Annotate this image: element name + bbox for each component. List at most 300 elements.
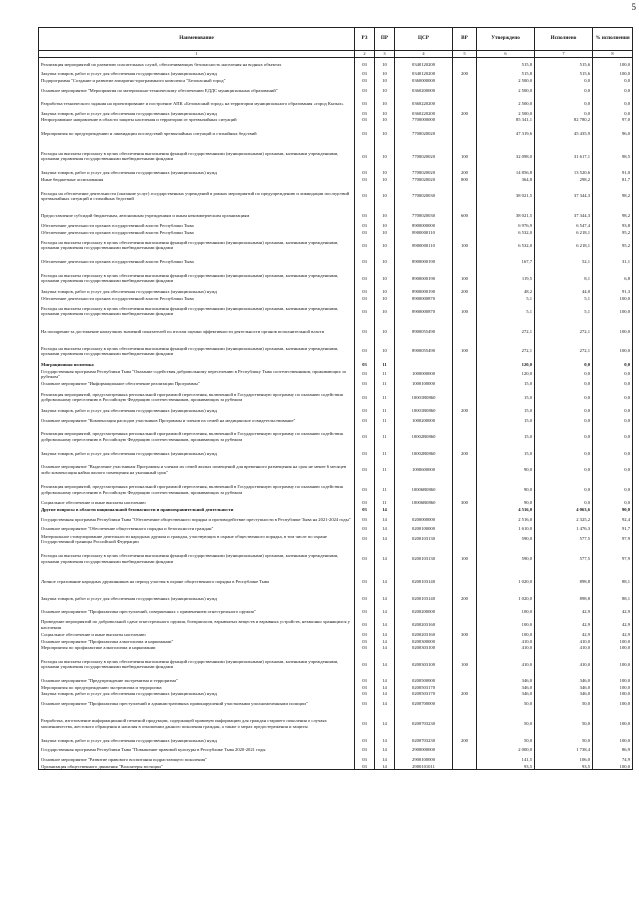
cell-pr: 10 (375, 110, 395, 117)
cell-approved: 32 098,0 (477, 143, 535, 169)
cell-csr: 0200203160 (395, 618, 453, 631)
cell-name: Основное мероприятие "Профилактика преступлений и административных правонарушений участковыми уполномоченными полиции" (39, 697, 355, 710)
cell-csr: 0360000000 (395, 77, 453, 84)
cell-approved: 410,0 (477, 638, 535, 645)
table-row (39, 143, 633, 169)
cell-executed: 346,0 (535, 684, 593, 691)
table-row (39, 302, 633, 322)
cell-executed: 0,0 (535, 480, 593, 500)
cell-rz: 03 (355, 123, 375, 143)
budget-table-container (38, 27, 632, 770)
cell-percent: 100,0 (593, 341, 633, 361)
cell-csr (395, 506, 453, 513)
cell-pr: 11 (375, 361, 395, 368)
cell-vr (453, 526, 477, 533)
cell-pr: 11 (375, 407, 395, 414)
cell-pr: 14 (375, 506, 395, 513)
table-body (39, 58, 633, 770)
cell-csr: 8900055490 (395, 341, 453, 361)
cell-percent: 6,8 (593, 269, 633, 289)
cell-pr: 10 (375, 222, 395, 229)
cell-percent: 100,0 (593, 58, 633, 71)
cell-executed: 13 520,6 (535, 170, 593, 177)
table-row (39, 368, 633, 381)
cell-pr: 10 (375, 209, 395, 222)
cell-approved: 515,8 (477, 58, 535, 71)
cell-name: Расходы на выплаты персоналу в целях обеспечения выполнения функций государственными (муниципальными) органами, казенными учреждениями, органами управления государственными внебюджетными фондами (39, 143, 355, 169)
cell-rz: 03 (355, 170, 375, 177)
cell-pr: 11 (375, 414, 395, 427)
cell-percent: 42,9 (593, 618, 633, 631)
cell-name: Закупка товаров, работ и услуг для обеспечения государственных (муниципальных) нужд (39, 71, 355, 78)
cell-rz: 03 (355, 381, 375, 388)
cell-executed: 272,1 (535, 341, 593, 361)
cell-csr: 0200103140 (395, 592, 453, 605)
cell-percent: 86,9 (593, 744, 633, 757)
cell-percent: 74,9 (593, 757, 633, 764)
cell-csr: 8900000110 (395, 236, 453, 256)
cell-name: Закупка товаров, работ и услуг для обеспечения государственных (муниципальных) нужд (39, 170, 355, 177)
cell-csr: 1000200000 (395, 414, 453, 427)
cell-csr: 8900000870 (395, 295, 453, 302)
cell-vr (453, 381, 477, 388)
cell-pr: 14 (375, 744, 395, 757)
table-row (39, 381, 633, 388)
cell-vr: 100 (453, 546, 477, 572)
cell-pr: 14 (375, 678, 395, 685)
cell-approved: 48,2 (477, 288, 535, 295)
cell-percent: 0,0 (593, 77, 633, 84)
table-header-row (39, 28, 633, 51)
cell-vr: 600 (453, 209, 477, 222)
cell-name: Расходы на выплаты персоналу в целях обеспечения выполнения функций государственными (муниципальными) органами, казенными учреждениями, органами управления государственными внебюджетными фондами (39, 546, 355, 572)
cell-executed: 1 476,3 (535, 526, 593, 533)
cell-percent: 100,0 (593, 71, 633, 78)
table-row (39, 84, 633, 97)
cell-vr: 200 (453, 737, 477, 744)
cell-rz: 03 (355, 427, 375, 447)
cell-csr: 0200103130 (395, 532, 453, 545)
cell-rz: 03 (355, 71, 375, 78)
cell-percent: 97,0 (593, 117, 633, 124)
cell-percent: 0,0 (593, 414, 633, 427)
cell-name: Личное страхование народных дружинников на период участия в охране общественного порядка в Республике Тыва (39, 572, 355, 592)
cell-rz: 03 (355, 209, 375, 222)
cell-approved: 364,8 (477, 176, 535, 183)
cell-rz: 03 (355, 229, 375, 236)
cell-csr: 8900000000 (395, 222, 453, 229)
cell-rz: 03 (355, 255, 375, 268)
cell-pr: 10 (375, 77, 395, 84)
cell-name: Предоставление субсидий бюджетным, автономным учреждениям и иным некоммерческим организациям (39, 209, 355, 222)
cell-csr: 0200703230 (395, 737, 453, 744)
table-row (39, 572, 633, 592)
col-number: 6 (477, 51, 535, 58)
cell-name: Расходы на выплаты персоналу в целях обеспечения выполнения функций государственными (муниципальными) органами, казенными учреждениями, органами управления государственными внебюджетными фондами (39, 651, 355, 677)
cell-executed: 42,9 (535, 618, 593, 631)
cell-csr: 7700020020 (395, 176, 453, 183)
cell-name: Организация общественного движения "Волонтеры юстиции" (39, 763, 355, 770)
cell-name: Основное мероприятие "Предупреждение экстремизма и терроризма" (39, 678, 355, 685)
cell-vr (453, 532, 477, 545)
cell-approved: 1 020,0 (477, 592, 535, 605)
cell-executed: 346,0 (535, 678, 593, 685)
page-number: 5 (631, 2, 636, 12)
cell-executed: 410,0 (535, 651, 593, 677)
cell-csr: 0200503170 (395, 684, 453, 691)
cell-percent: 100,0 (593, 651, 633, 677)
cell-approved: 346,0 (477, 678, 535, 685)
cell-vr (453, 618, 477, 631)
table-row (39, 526, 633, 533)
cell-rz: 03 (355, 605, 375, 618)
cell-csr: 0200303100 (395, 651, 453, 677)
cell-pr: 10 (375, 71, 395, 78)
cell-rz: 03 (355, 447, 375, 460)
table-row (39, 460, 633, 480)
cell-name: Проведение мероприятий по добровольной сдаче огнестрельного оружия, боеприпасов, взрывчатых веществ и взрывных устройств, незаконно хранящихся у населения (39, 618, 355, 631)
cell-rz: 03 (355, 97, 375, 110)
cell-pr: 14 (375, 697, 395, 710)
cell-approved: 47 319,6 (477, 123, 535, 143)
cell-csr: 10001R0860 (395, 407, 453, 414)
cell-csr (395, 361, 453, 368)
table-row (39, 763, 633, 770)
cell-percent: 88,1 (593, 572, 633, 592)
cell-vr (453, 117, 477, 124)
cell-approved: 90,0 (477, 499, 535, 506)
cell-rz: 03 (355, 744, 375, 757)
cell-approved: 15,0 (477, 387, 535, 407)
cell-csr: 0200100000 (395, 526, 453, 533)
cell-csr: 2900101011 (395, 763, 453, 770)
col-number: 5 (453, 51, 477, 58)
cell-pr: 10 (375, 84, 395, 97)
cell-pr: 11 (375, 480, 395, 500)
cell-name: Закупка товаров, работ и услуг для обеспечения государственных (муниципальных) нужд (39, 110, 355, 117)
cell-approved: 50,0 (477, 711, 535, 737)
table-row (39, 117, 633, 124)
cell-rz: 03 (355, 77, 375, 84)
cell-percent: 97,9 (593, 546, 633, 572)
cell-executed: 0,0 (535, 447, 593, 460)
cell-executed: 52,1 (535, 255, 593, 268)
cell-executed: 0,0 (535, 407, 593, 414)
cell-name: Мероприятия по профилактике алкоголизма и наркомании (39, 645, 355, 652)
table-row (39, 183, 633, 209)
table-row (39, 546, 633, 572)
cell-pr: 14 (375, 651, 395, 677)
cell-approved: 15,0 (477, 381, 535, 388)
cell-pr: 14 (375, 513, 395, 526)
cell-percent: 100,0 (593, 645, 633, 652)
cell-approved: 38 021,5 (477, 183, 535, 209)
cell-vr (453, 684, 477, 691)
cell-pr: 14 (375, 605, 395, 618)
table-row (39, 631, 633, 638)
cell-approved: 50,0 (477, 737, 535, 744)
col-header-rz: РЗ (355, 28, 375, 51)
cell-executed: 0,0 (535, 110, 593, 117)
cell-approved: 272,1 (477, 341, 535, 361)
cell-vr: 200 (453, 170, 477, 177)
table-row (39, 170, 633, 177)
table-row (39, 645, 633, 652)
cell-executed: 0,0 (535, 427, 593, 447)
cell-executed: 44,0 (535, 288, 593, 295)
cell-percent: 91,3 (593, 288, 633, 295)
table-row (39, 288, 633, 295)
cell-rz: 03 (355, 763, 375, 770)
cell-name: Закупка товаров, работ и услуг для обеспечения государственных (муниципальных) нужд (39, 407, 355, 414)
col-header-executed: Исполнено (535, 28, 593, 51)
cell-percent: 0,0 (593, 381, 633, 388)
cell-name: Закупка товаров, работ и услуг для обеспечения государственных (муниципальных) нужд (39, 592, 355, 605)
cell-percent: 95,2 (593, 229, 633, 236)
cell-executed: 515,6 (535, 71, 593, 78)
table-row (39, 97, 633, 110)
cell-percent: 42,9 (593, 605, 633, 618)
cell-rz: 03 (355, 506, 375, 513)
col-header-pr: ПР (375, 28, 395, 51)
cell-percent: 91,0 (593, 170, 633, 177)
cell-csr: 0360200000 (395, 84, 453, 97)
cell-approved: 1 610,0 (477, 526, 535, 533)
cell-vr (453, 368, 477, 381)
cell-vr: 100 (453, 341, 477, 361)
table-row (39, 222, 633, 229)
cell-name: Материальное стимулирование деятельности народных дружин и граждан, участвующих в охране общественного порядка, в том числе по охране Государственной границы Российской Федерации (39, 532, 355, 545)
cell-vr: 200 (453, 110, 477, 117)
cell-executed: 298,2 (535, 176, 593, 183)
cell-executed: 37 344,3 (535, 209, 593, 222)
cell-csr: 0200300000 (395, 638, 453, 645)
cell-percent: 90,0 (593, 506, 633, 513)
cell-vr: 100 (453, 651, 477, 677)
cell-rz: 03 (355, 645, 375, 652)
cell-rz: 03 (355, 618, 375, 631)
table-row (39, 71, 633, 78)
cell-name: Государственная программа Республики Тыва "Оказание содействия добровольному переселению в Республику Тыва соотечественников, проживающих за рубежом" (39, 368, 355, 381)
cell-csr: 7700020020 (395, 170, 453, 177)
cell-executed: 4 063,6 (535, 506, 593, 513)
cell-approved: 119,5 (477, 269, 535, 289)
table-row (39, 361, 633, 368)
cell-csr: 2900100000 (395, 757, 453, 764)
cell-approved: 50,0 (477, 697, 535, 710)
table-row (39, 123, 633, 143)
cell-percent: 0,0 (593, 499, 633, 506)
cell-pr: 14 (375, 618, 395, 631)
cell-percent: 98,2 (593, 183, 633, 209)
cell-name: Основное мероприятие "Мероприятия по материально-техническому обеспечению ЕДДС муниципальных образований" (39, 84, 355, 97)
cell-approved: 141,5 (477, 757, 535, 764)
cell-pr: 10 (375, 176, 395, 183)
table-row (39, 592, 633, 605)
cell-rz: 03 (355, 368, 375, 381)
cell-csr: 1000000000 (395, 368, 453, 381)
cell-vr (453, 572, 477, 592)
table-row (39, 77, 633, 84)
cell-approved: 2 516,0 (477, 513, 535, 526)
cell-name: Социальное обеспечение и иные выплаты населению (39, 631, 355, 638)
cell-name: Закупка товаров, работ и услуг для обеспечения государственных (муниципальных) нужд (39, 447, 355, 460)
cell-csr: 8900000190 (395, 255, 453, 268)
table-row (39, 447, 633, 460)
cell-name: Подпрограмма "Создание и развитие аппаратно-программного комплекса "Безопасный город" (39, 77, 355, 84)
cell-pr: 11 (375, 381, 395, 388)
cell-name: Реализация мероприятий, предусмотренных региональной программой переселения, включенной в Государственную программу по оказанию содействия добровольному переселению в Российскую Федерацию соотечественников, проживающих за рубежом (39, 480, 355, 500)
cell-name: Основное мероприятие "Профилактика преступлений, совершенных с применением огнестрельного оружия" (39, 605, 355, 618)
col-header-csr: ЦСР (395, 28, 453, 51)
cell-name: Государственная программа Республики Тыва "Повышение правовой культуры в Республике Тыва 2020-2021 годы (39, 744, 355, 757)
cell-name: Государственная программа Республики Тыва "Обеспечение общественного порядка и противодействие преступности в Республике Тыва на 2021-2024 годы" (39, 513, 355, 526)
cell-percent: 42,9 (593, 631, 633, 638)
table-row (39, 618, 633, 631)
table-row (39, 229, 633, 236)
cell-rz: 03 (355, 321, 375, 341)
cell-percent: 0,0 (593, 407, 633, 414)
cell-vr (453, 229, 477, 236)
cell-rz: 03 (355, 532, 375, 545)
cell-pr: 14 (375, 546, 395, 572)
cell-csr: 0200503170 (395, 691, 453, 698)
cell-vr (453, 427, 477, 447)
cell-executed: 31 617,1 (535, 143, 593, 169)
cell-executed: 45 435,9 (535, 123, 593, 143)
cell-approved: 2 500,0 (477, 77, 535, 84)
cell-rz: 03 (355, 546, 375, 572)
cell-csr: 10001R0860 (395, 387, 453, 407)
cell-rz: 03 (355, 236, 375, 256)
cell-csr: 8900000190 (395, 288, 453, 295)
cell-pr: 10 (375, 143, 395, 169)
cell-vr (453, 387, 477, 407)
table-row (39, 605, 633, 618)
cell-approved: 410,0 (477, 645, 535, 652)
cell-csr: 0360220200 (395, 110, 453, 117)
cell-vr: 100 (453, 143, 477, 169)
cell-percent: 100,0 (593, 684, 633, 691)
cell-pr: 14 (375, 526, 395, 533)
cell-percent: 0,0 (593, 447, 633, 460)
cell-percent: 92,4 (593, 513, 633, 526)
cell-pr: 11 (375, 447, 395, 460)
cell-name: Основное мероприятие "Выделение участникам Программы и членам их семей жилых помещений для временного размещения на срок не менее 6 месяцев либо компенсация найма жилого помещения на указанный срок" (39, 460, 355, 480)
cell-vr (453, 321, 477, 341)
cell-pr: 14 (375, 737, 395, 744)
cell-vr (453, 77, 477, 84)
cell-approved: 5,1 (477, 302, 535, 322)
cell-executed: 42,9 (535, 605, 593, 618)
cell-percent: 88,1 (593, 592, 633, 605)
cell-csr: 7700000000 (395, 117, 453, 124)
table-row (39, 407, 633, 414)
cell-pr: 10 (375, 97, 395, 110)
cell-executed: 577,5 (535, 546, 593, 572)
cell-percent: 31,1 (593, 255, 633, 268)
cell-executed: 346,0 (535, 691, 593, 698)
cell-vr (453, 678, 477, 685)
col-number: 4 (395, 51, 453, 58)
cell-csr: 0200000000 (395, 513, 453, 526)
cell-approved: 272,1 (477, 321, 535, 341)
table-row (39, 737, 633, 744)
cell-csr: 0360220200 (395, 97, 453, 110)
cell-name: Непрограммное направление в области защиты населения и территории от чрезвычайных ситуаций (39, 117, 355, 124)
cell-approved: 5,1 (477, 295, 535, 302)
cell-approved: 590,0 (477, 546, 535, 572)
cell-pr: 11 (375, 499, 395, 506)
cell-vr (453, 295, 477, 302)
cell-vr (453, 222, 477, 229)
table-row (39, 387, 633, 407)
cell-name: Обеспечение деятельности органов государственной власти Республики Тыва (39, 222, 355, 229)
cell-approved: 2 500,0 (477, 110, 535, 117)
cell-percent: 0,0 (593, 387, 633, 407)
cell-rz: 03 (355, 711, 375, 737)
cell-percent: 81,7 (593, 176, 633, 183)
cell-csr: 8900055490 (395, 321, 453, 341)
cell-executed: 0,0 (535, 414, 593, 427)
cell-percent: 0,0 (593, 480, 633, 500)
cell-vr (453, 506, 477, 513)
col-number: 2 (355, 51, 375, 58)
cell-executed: 0,0 (535, 381, 593, 388)
cell-executed: 410,0 (535, 645, 593, 652)
table-row (39, 711, 633, 737)
cell-percent: 0,0 (593, 97, 633, 110)
cell-pr: 10 (375, 255, 395, 268)
cell-pr: 14 (375, 572, 395, 592)
cell-percent: 91,7 (593, 526, 633, 533)
cell-pr: 14 (375, 763, 395, 770)
table-row (39, 209, 633, 222)
cell-name: Социальное обеспечение и иные выплаты населению (39, 499, 355, 506)
cell-name: Обеспечение деятельности органов государственной власти Республики Тыва (39, 229, 355, 236)
cell-csr: 7700020030 (395, 209, 453, 222)
cell-pr: 10 (375, 123, 395, 143)
cell-rz: 03 (355, 460, 375, 480)
cell-vr: 200 (453, 288, 477, 295)
cell-executed: 1 738,4 (535, 744, 593, 757)
cell-rz: 03 (355, 110, 375, 117)
cell-approved: 90,0 (477, 480, 535, 500)
cell-name: Основное мероприятие "Профилактика алкоголизма и наркомании" (39, 638, 355, 645)
col-header-vr: ВР (453, 28, 477, 51)
cell-executed: 0,0 (535, 460, 593, 480)
cell-csr: 0340120200 (395, 58, 453, 71)
cell-approved: 6 532,0 (477, 229, 535, 236)
cell-vr: 200 (453, 592, 477, 605)
cell-executed: 0,0 (535, 361, 593, 368)
cell-pr: 10 (375, 229, 395, 236)
col-number: 1 (39, 51, 355, 58)
table-row (39, 295, 633, 302)
cell-approved: 515,8 (477, 71, 535, 78)
cell-csr: 10002R0860 (395, 447, 453, 460)
cell-name: Расходы на выплаты персоналу в целях обеспечения выполнения функций государственными (муниципальными) органами, казенными учреждениями, органами управления государственными внебюджетными фондами (39, 302, 355, 322)
cell-percent: 0,0 (593, 110, 633, 117)
cell-csr: 0200700000 (395, 697, 453, 710)
cell-name: Расходы на выплаты персоналу в целях обеспечения выполнения функций государственными (муниципальными) органами, казенными учреждениями, органами управления государственными внебюджетными фондами (39, 269, 355, 289)
cell-percent: 0,0 (593, 361, 633, 368)
cell-csr: 7700020020 (395, 123, 453, 143)
cell-approved: 93,5 (477, 763, 535, 770)
cell-approved: 120,0 (477, 361, 535, 368)
cell-executed: 898,8 (535, 572, 593, 592)
cell-approved: 14 856,8 (477, 170, 535, 177)
